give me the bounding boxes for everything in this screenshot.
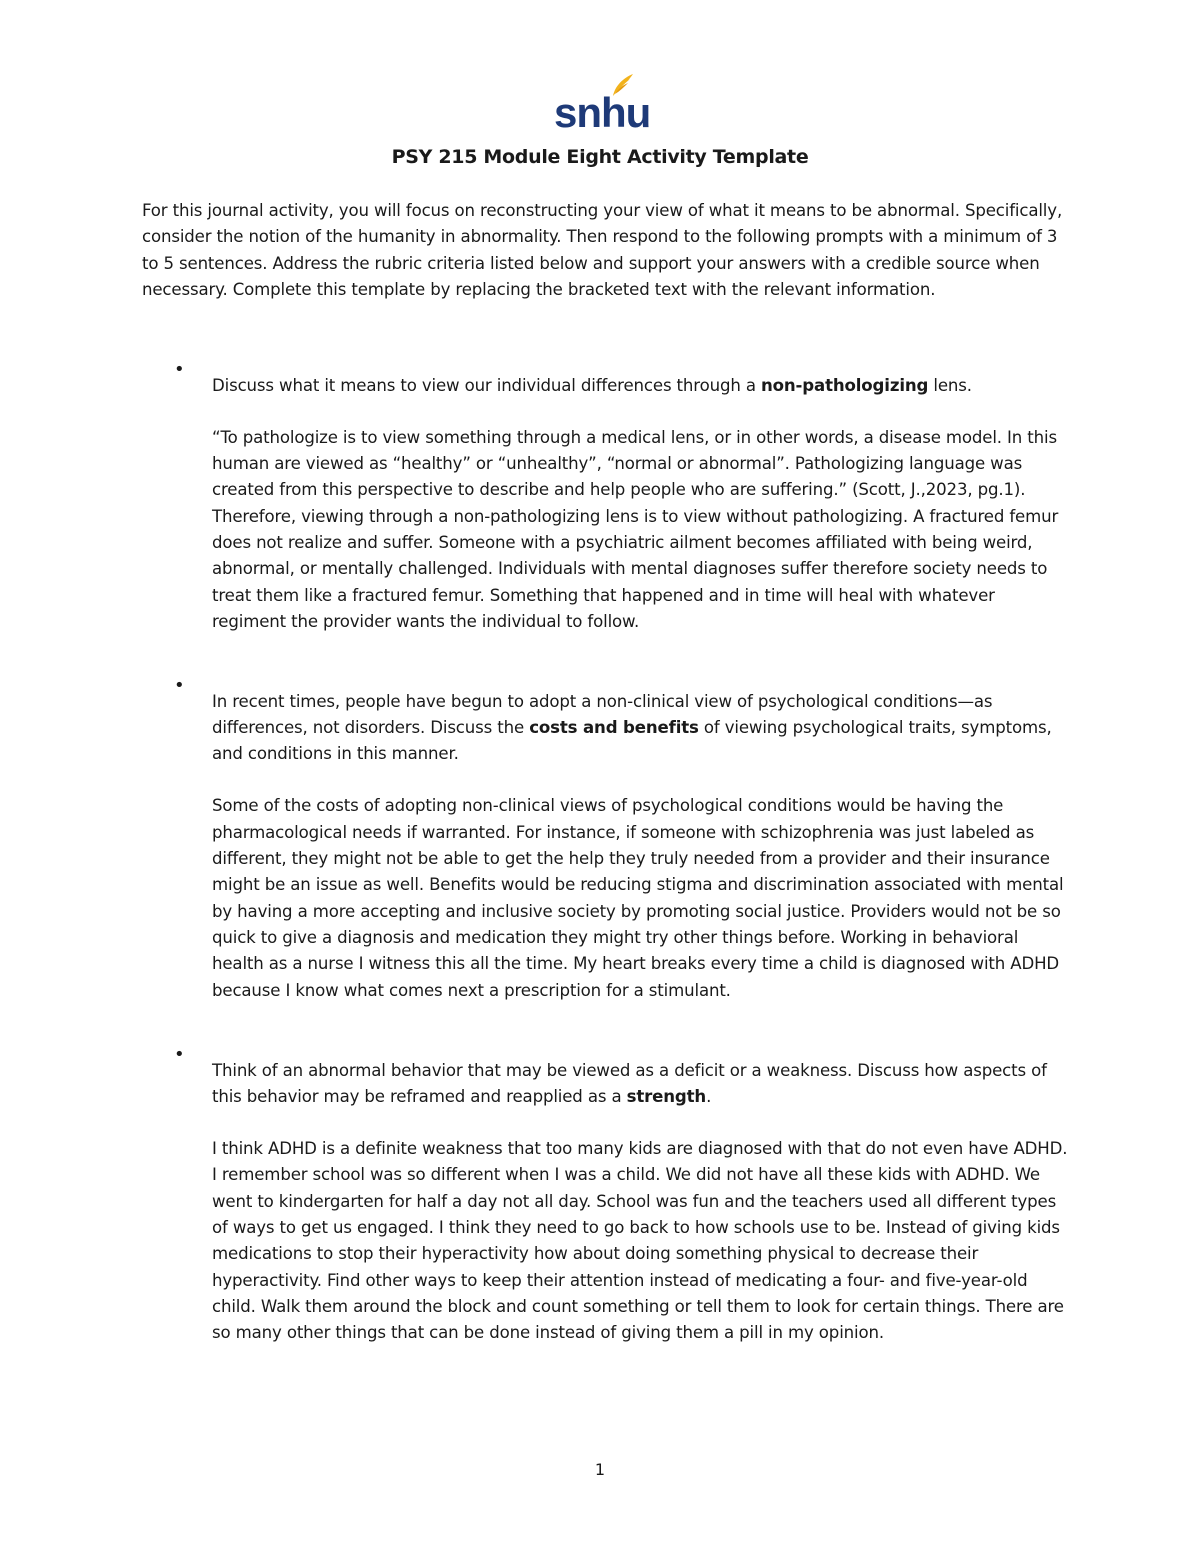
prompt-text	[212, 373, 1072, 399]
prompt-text-part: of viewing psychological traits, symptoms, and conditions in this manner.	[212, 717, 1052, 764]
bullet-icon: •	[174, 359, 185, 380]
prompt-block-2	[212, 672, 1072, 1020]
page-number: 1	[594, 1460, 606, 1479]
prompt-text-part: Discuss what it means to view our individual differences through a	[212, 375, 761, 395]
prompt-emphasis: strength	[626, 1086, 707, 1106]
prompt-text-part: Think of an abnormal behavior that may be viewed as a deficit or a weakness. Discuss how aspects of this behavior may be reframed and reapplied as a	[212, 1060, 1047, 1106]
prompt-text-part: In recent times, people have begun to adopt a non-clinical view of psychological conditions—as differences, not disorders. Discuss the	[212, 691, 993, 737]
prompt-block-3	[212, 1041, 1072, 1363]
page-title: PSY 215 Module Eight Activity Template	[391, 146, 809, 168]
prompt-text	[212, 689, 1072, 768]
intro-paragraph: For this journal activity, you will focus on reconstructing your view of what it means to be abnormal. Specifically, consider the notion of the humanity in abnormality. Then respond to the following prompts with a minimum of 3 to 5 sentences. Address the rubric criteria listed below and support your answers with a credible source when necessary. Complete this template by replacing the bracketed text with the relevant information.	[142, 201, 1063, 299]
answer-text: Some of the costs of adopting non-clinical views of psychological conditions would be having the pharmacological needs if warranted. For instance, if someone with schizophrenia was just labeled as different, they might not be able to get the help they truly needed from a provider and their insurance might be an issue as well. Benefits would be reducing stigma and discrimination associated with mental by having a more accepting and inclusive society by promoting social justice. Providers would not be so quick to give a diagnosis and medication they might try other things before. Working in behavioral health as a nurse I witness this all the time. My heart breaks every time a child is diagnosed with ADHD because I know what comes next a prescription for a stimulant.	[212, 796, 1064, 1000]
logo-text: snhu	[554, 89, 651, 136]
bullet-icon: •	[174, 675, 185, 696]
prompt-text	[212, 1058, 1072, 1111]
prompt-text-part: .	[706, 1086, 712, 1106]
prompt-text-part: lens.	[928, 375, 972, 395]
answer-text: I think ADHD is a definite weakness that too many kids are diagnosed with that do not even have ADHD. I remember school was so different when I was a child. We did not have all these kids with ADHD. We went to kindergarten for half a day not all day. School was fun and the teachers used all different types of ways to get us engaged. I think they need to go back to how schools use to be. Instead of giving kids medications to stop their hyperactivity how about doing something physical to decrease their hyperactivity. Find other ways to keep their attention instead of medicating a four- and five-year-old child. Walk them around the block and count something or tell them to look for certain things. There are so many other things that can be done instead of giving them a pill in my opinion.	[212, 1139, 1068, 1343]
prompt-block-1	[212, 356, 1072, 652]
prompt-emphasis: non-pathologizing	[760, 375, 929, 395]
answer-text: “To pathologize is to view something through a medical lens, or in other words, a disease model. In this human are viewed as “healthy” or “unhealthy”, “normal or abnormal”. Pathologizing language was created from this perspective to describe and help people who are suffering.” (Scott, J.,2023, pg.1). Therefore, viewing through a non-pathologizing lens is to view without pathologizing. A fractured femur does not realize and suffer. Someone with a psychiatric ailment becomes affiliated with being weird, abnormal, or mentally challenged. Individuals with mental diagnoses suffer therefore society needs to treat them like a fractured femur. Something that happened and in time will heal with whatever regiment the provider wants the individual to follow.	[212, 427, 1059, 631]
prompt-emphasis: costs and benefits	[529, 717, 699, 737]
snhu-logo	[554, 72, 651, 136]
bullet-icon: •	[174, 1044, 185, 1065]
